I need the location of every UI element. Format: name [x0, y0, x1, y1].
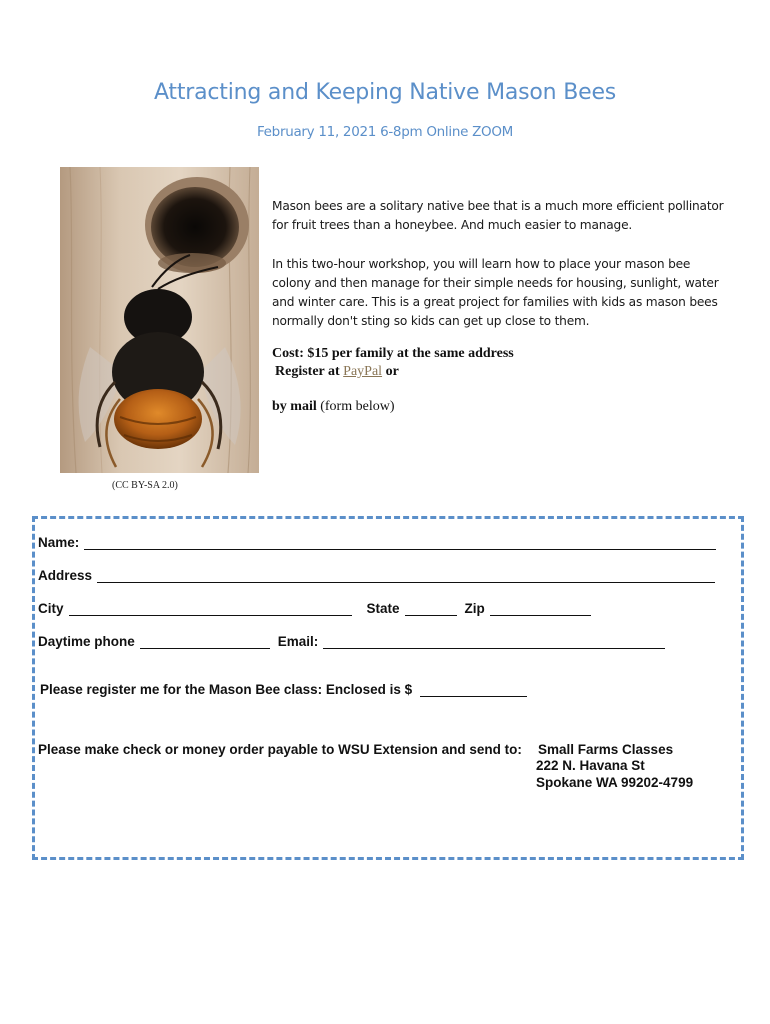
page-title: Attracting and Keeping Native Mason Bees — [153, 80, 617, 105]
cost-line: Cost: $15 per family at the same address — [272, 346, 514, 361]
state-label: State — [366, 601, 400, 616]
name-label: Name: — [38, 535, 80, 550]
city-field-line[interactable] — [69, 601, 352, 616]
zip-label: Zip — [464, 601, 485, 616]
enclosed-row — [40, 682, 527, 697]
city-label: City — [38, 601, 64, 616]
email-field-line[interactable] — [323, 634, 665, 649]
by-mail-note: (form below) — [320, 399, 395, 414]
daytime-phone-label: Daytime phone — [38, 634, 135, 649]
email-label: Email: — [277, 634, 319, 649]
description-paragraph-2: In this two-hour workshop, you will learn how to place your mason bee colony and then manage for their simple needs for housing, sunlight, water and winter care. This is a great project for families with kids as mason bees normally don't sting so kids can get up close to them. — [272, 257, 719, 328]
description-paragraph-1: Mason bees are a solitary native bee that is a much more efficient pollinator for fruit trees than a honeybee. And much easier to manage. — [272, 199, 724, 232]
address-row — [38, 568, 715, 583]
name-row — [38, 535, 716, 550]
register-prefix: Register at — [275, 364, 340, 379]
register-line — [275, 363, 399, 381]
register-suffix: or — [385, 364, 399, 379]
mailing-address-line-1: Small Farms Classes — [538, 742, 674, 757]
photo-caption: (CC BY-SA 2.0) — [112, 480, 178, 491]
mailing-address-line-2: 222 N. Havana St — [536, 758, 645, 773]
address-field-line[interactable] — [97, 568, 715, 583]
city-state-zip-row — [38, 601, 591, 616]
address-label: Address — [38, 568, 93, 583]
name-field-line[interactable] — [84, 535, 716, 550]
by-mail-line — [272, 398, 395, 416]
zip-field-line[interactable] — [490, 601, 591, 616]
phone-field-line[interactable] — [140, 634, 270, 649]
state-field-line[interactable] — [405, 601, 457, 616]
by-mail-label: by mail — [272, 399, 317, 414]
phone-email-row — [38, 634, 665, 649]
enclosed-label: Please register me for the Mason Bee class: Enclosed is $ — [40, 682, 413, 697]
event-date-subtitle: February 11, 2021 6-8pm Online ZOOM — [256, 124, 514, 140]
payable-instructions: Please make check or money order payable to WSU Extension and send to: — [38, 742, 522, 757]
mailing-address-line-3: Spokane WA 99202-4799 — [536, 775, 694, 790]
mason-bee-photo — [60, 167, 259, 473]
enclosed-amount-line[interactable] — [420, 682, 527, 697]
paypal-link[interactable]: PayPal — [343, 364, 383, 379]
